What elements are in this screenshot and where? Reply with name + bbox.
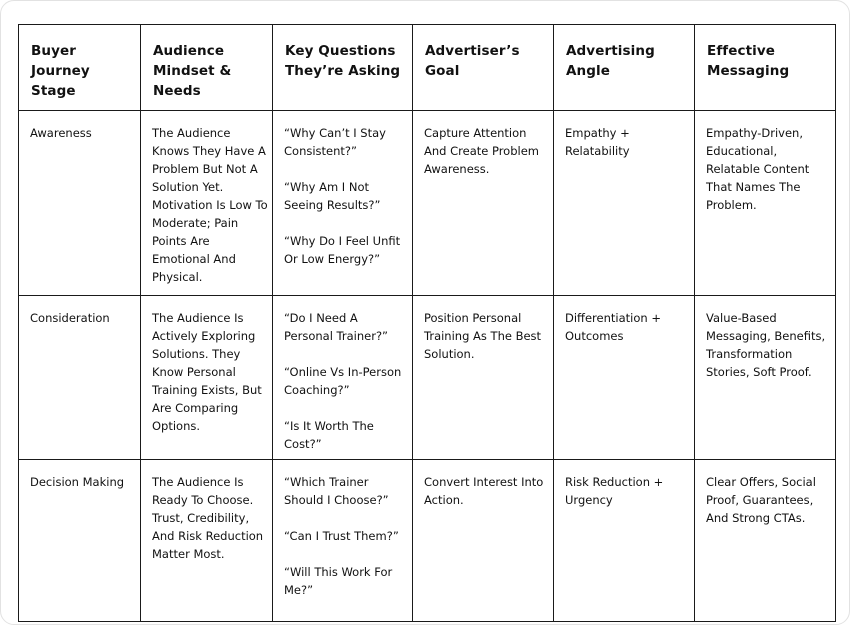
header-audience-mindset: Audience Mindset & Needs [141, 25, 273, 111]
mindset-cell: The Audience Knows They Have A Problem But Not A Solution Yet. Motivation Is Low To Moderate; Pain Points Are Emotional And Physical. [141, 111, 273, 296]
goal-cell: Convert Interest Into Action. [413, 460, 554, 622]
mindset-cell: The Audience Is Actively Exploring Solutions. They Know Personal Training Exists, But Are Comparing Options. [141, 296, 273, 460]
question-item: “Why Do I Feel Unfit Or Low Energy?” [284, 234, 401, 266]
messaging-cell: Value-Based Messaging, Benefits, Transformation Stories, Soft Proof. [695, 296, 836, 460]
stage-cell: Decision Making [19, 460, 141, 622]
header-buyer-journey-stage: Buyer Journey Stage [19, 25, 141, 111]
table-row [19, 296, 836, 460]
header-advertising-angle: Advertising Angle [554, 25, 695, 111]
angle-cell: Risk Reduction + Urgency [554, 460, 695, 622]
questions-cell [273, 460, 413, 622]
goal-cell: Position Personal Training As The Best Solution. [413, 296, 554, 460]
questions-cell [273, 296, 413, 460]
question-item: “Online Vs In-Person Coaching?” [284, 365, 402, 397]
table-header-row [19, 25, 836, 111]
question-item: “Is It Worth The Cost?” [284, 419, 374, 451]
goal-cell: Capture Attention And Create Problem Awareness. [413, 111, 554, 296]
question-item: “Can I Trust Them?” [284, 529, 399, 543]
stage-cell: Awareness [19, 111, 141, 296]
angle-cell: Differentiation + Outcomes [554, 296, 695, 460]
stage-cell: Consideration [19, 296, 141, 460]
question-item: “Why Can’t I Stay Consistent?” [284, 126, 386, 158]
question-item: “Which Trainer Should I Choose?” [284, 475, 389, 507]
header-key-questions: Key Questions They’re Asking [273, 25, 413, 111]
header-effective-messaging: Effective Messaging [695, 25, 836, 111]
buyer-journey-table [18, 24, 836, 622]
mindset-cell: The Audience Is Ready To Choose. Trust, Credibility, And Risk Reduction Matter Most. [141, 460, 273, 622]
question-item: “Do I Need A Personal Trainer?” [284, 311, 388, 343]
question-item: “Will This Work For Me?” [284, 565, 393, 597]
header-advertiser-goal: Advertiser’s Goal [413, 25, 554, 111]
table-row [19, 460, 836, 622]
messaging-cell: Clear Offers, Social Proof, Guarantees, And Strong CTAs. [695, 460, 836, 622]
angle-cell: Empathy + Relatability [554, 111, 695, 296]
messaging-cell: Empathy-Driven, Educational, Relatable Content That Names The Problem. [695, 111, 836, 296]
table-row [19, 111, 836, 296]
question-item: “Why Am I Not Seeing Results?” [284, 180, 381, 212]
questions-cell [273, 111, 413, 296]
